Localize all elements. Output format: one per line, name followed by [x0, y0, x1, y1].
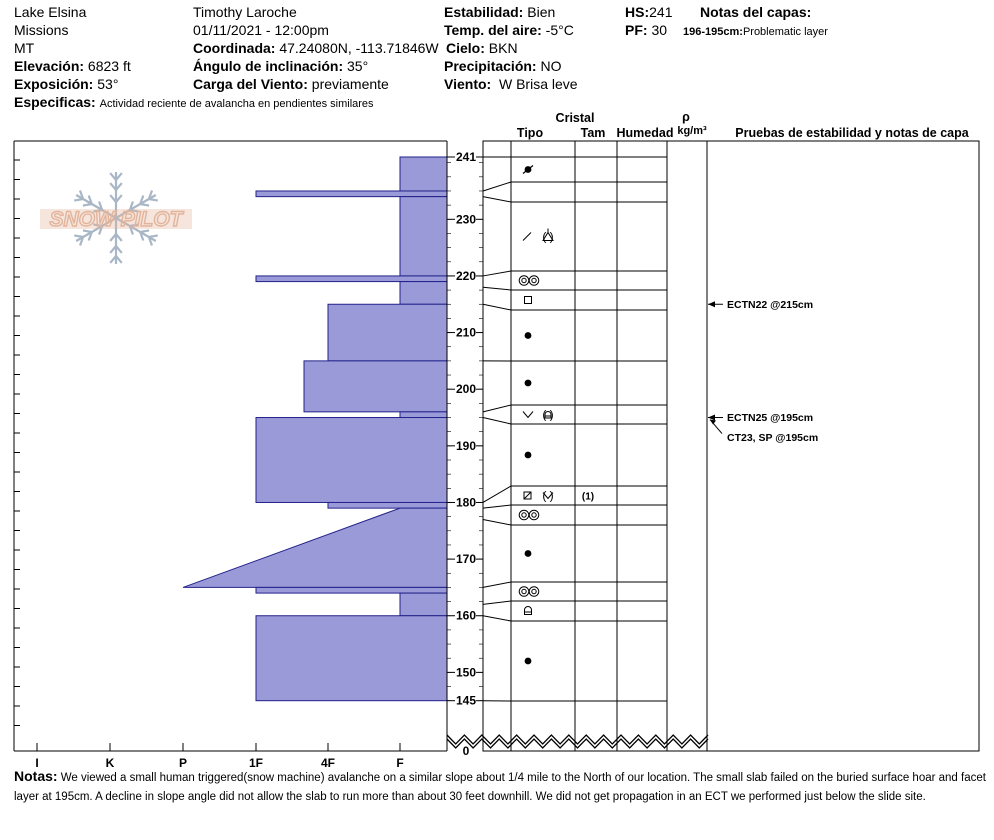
sky-value: BKN [488, 40, 518, 56]
melt-freeze-icon [529, 587, 539, 597]
depth-tick-label: 0 [462, 744, 470, 758]
test-arrow [708, 301, 723, 307]
precip-value: NO [540, 58, 562, 74]
depth-tick-label: 230 [455, 212, 477, 227]
type-header: Tipo [516, 126, 544, 140]
depth-tick-label: 220 [455, 268, 477, 283]
snowflake-branch [74, 235, 83, 237]
chart-frame [14, 141, 979, 751]
melt-freeze-icon [529, 510, 539, 520]
paren-group: ( ) [542, 229, 554, 244]
specifics-value: Actividad reciente de avalancha en pendientes similares [99, 98, 374, 110]
melt-freeze-icon-inner [532, 589, 536, 593]
snowflake-branch [140, 204, 149, 206]
test-arrow [710, 420, 722, 434]
depth-tick-label: 180 [455, 495, 477, 510]
melt-freeze-icon-inner [522, 513, 526, 517]
stability-value: Bien [527, 4, 556, 20]
crystal-size-label: (1) [581, 491, 595, 503]
snowflake-branch [149, 199, 158, 201]
hardness-layer [400, 197, 447, 276]
hardness-layer [400, 157, 447, 191]
test-arrow-head [710, 420, 716, 425]
slope-value: 35° [347, 58, 369, 74]
wind-load-label: Carga del Viento: [193, 76, 308, 92]
layer-connector [483, 197, 511, 202]
notes-section [14, 767, 992, 807]
faceted-rounding-slash [524, 492, 531, 499]
surface-hoar-icon [523, 412, 533, 418]
depth-axis [447, 141, 708, 758]
location-name: Lake Elsina [14, 4, 87, 20]
crystal-columns [483, 141, 707, 751]
melt-freeze-icon-inner [522, 589, 526, 593]
layer-note-depth: 196-195cm: [683, 26, 743, 38]
stability-label: Estabilidad: [444, 4, 524, 20]
wind-value: W Brisa leve [498, 76, 578, 92]
layer-connector [483, 601, 511, 604]
pf-value: 30 [651, 22, 668, 38]
layer-connector [483, 519, 511, 525]
test-arrow-head [708, 415, 715, 421]
depth-tick-label: 190 [455, 438, 477, 453]
aspect-value: 53° [97, 76, 119, 92]
hardness-layer [400, 593, 447, 616]
snowflake-branch [83, 204, 92, 206]
hardness-layer [328, 502, 447, 508]
depth-tick-label: 150 [455, 665, 477, 680]
melt-freeze-icon-inner [532, 278, 536, 282]
layer-connector [483, 271, 511, 276]
hardness-profile [183, 157, 447, 701]
layer-connector [483, 582, 511, 587]
coordinate-label: Coordinada: [193, 40, 276, 56]
hardness-layer [256, 587, 447, 593]
depth-tick-label: 210 [455, 325, 477, 340]
hardness-layer [256, 191, 447, 197]
paren-group: ( ) [542, 407, 554, 422]
slash-icon [523, 233, 531, 241]
layer-note-text: Problematic layer [742, 26, 828, 38]
wind-load-value: previamente [311, 76, 389, 92]
rounded-grain-icon [525, 452, 532, 459]
precip-label: Precipitación: [444, 58, 537, 74]
hardness-layer [400, 282, 447, 305]
hardness-label: 1F [248, 756, 264, 770]
depth-tick-label: 241 [455, 150, 477, 164]
elevation-label: Elevación: [14, 58, 85, 74]
crystal-symbols [519, 166, 594, 665]
elevation-value: 6823 ft [87, 58, 131, 74]
depth-tick-label: 160 [455, 608, 477, 623]
rounded-grain-icon [525, 332, 532, 339]
density-unit-header: kg/m³ [677, 125, 707, 137]
test-label: ECTN25 @195cm [727, 412, 814, 424]
hardness-label: I [35, 756, 39, 770]
depth-tick-label: 170 [455, 552, 477, 567]
depth-tick-label: 145 [455, 693, 477, 708]
depth-hoar-icon [525, 607, 532, 615]
logo-text: SNOW PILOT [49, 208, 183, 231]
test-label: CT23, SP @195cm [727, 432, 819, 444]
observer-name: Timothy Laroche [193, 4, 297, 20]
state-name: MT [14, 40, 35, 56]
hardness-layer [400, 412, 447, 418]
hardness-layer [183, 508, 447, 587]
test-arrow-head [708, 301, 715, 307]
hs-value: 241 [649, 4, 673, 20]
stability-tests [708, 299, 818, 444]
sky-label: Cielo: [446, 40, 485, 56]
layer-connector [483, 418, 511, 424]
hardness-layer [304, 361, 447, 412]
snowflake-branch [149, 235, 158, 237]
layer-connector [483, 505, 511, 508]
size-header: Tam [580, 126, 606, 140]
slope-label: Ángulo de inclinación: [193, 58, 344, 74]
depth-tick-label: 200 [455, 382, 477, 397]
rounded-grain-icon [525, 380, 532, 387]
observation-datetime: 01/11/2021 - 12:00pm [193, 22, 329, 38]
snowpilot-logo [40, 172, 192, 264]
pf-label: PF: [625, 22, 648, 38]
hardness-scale [35, 743, 403, 770]
layer-connector [483, 182, 511, 191]
layer-notes-label: Notas del capas: [700, 4, 812, 20]
faceted-grain-icon [525, 297, 532, 304]
hardness-layer [328, 304, 447, 361]
layer-connector [483, 616, 511, 621]
hardness-label: K [105, 756, 115, 770]
hardness-label: P [178, 756, 188, 770]
aspect-label: Exposición: [14, 76, 94, 92]
region-name: Missions [14, 22, 69, 38]
layer-connector [483, 405, 511, 412]
snowflake-branch [74, 199, 83, 201]
layer-connector [483, 304, 511, 310]
melt-freeze-icon-inner [532, 513, 536, 517]
melt-freeze-icon [519, 510, 529, 520]
hardness-label: 4F [320, 756, 336, 770]
hardness-layer [256, 418, 447, 503]
moisture-header: Humedad [616, 126, 674, 140]
layer-connector [483, 486, 511, 502]
melt-freeze-icon [529, 276, 539, 286]
notes-text: We viewed a small human triggered(snow machine) avalanche on a similar slope about 1/4 mile to the North of our location. The small slab failed on the buried surface hoar and facet layer at 195cm. A decline in slope angle did not allow the slab to run more than about 30 feet downhill. We did not get propagation in an ECT we performed just below the slide site. [14, 772, 986, 803]
notes-label: Notas: [14, 768, 58, 784]
crystal-header: Cristal [555, 111, 595, 125]
rounded-grain-icon [525, 550, 532, 557]
hardness-layer [256, 616, 447, 701]
coordinate-value: 47.24080N, -113.71846W [279, 40, 439, 56]
hardness-layer [256, 276, 447, 282]
hardness-label: F [396, 756, 404, 770]
specifics-label: Especificas: [14, 94, 96, 110]
air-temp-label: Temp. del aire: [444, 22, 542, 38]
air-temp-value: -5°C [545, 22, 574, 38]
test-label: ECTN22 @215cm [727, 298, 814, 311]
melt-freeze-icon-inner [522, 278, 526, 282]
layer-connector [483, 287, 511, 290]
rho-header: ρ [682, 110, 690, 124]
crystal-panel-border [483, 141, 979, 751]
tests-header: Pruebas de estabilidad y notas de capa [735, 126, 969, 140]
paren-group: ( ) [542, 488, 554, 503]
melt-freeze-icon [519, 587, 529, 597]
rounded-grain-icon [525, 658, 532, 665]
wind-label: Viento: [444, 76, 492, 92]
hs-label: HS: [625, 4, 650, 20]
melt-freeze-icon [519, 276, 529, 286]
